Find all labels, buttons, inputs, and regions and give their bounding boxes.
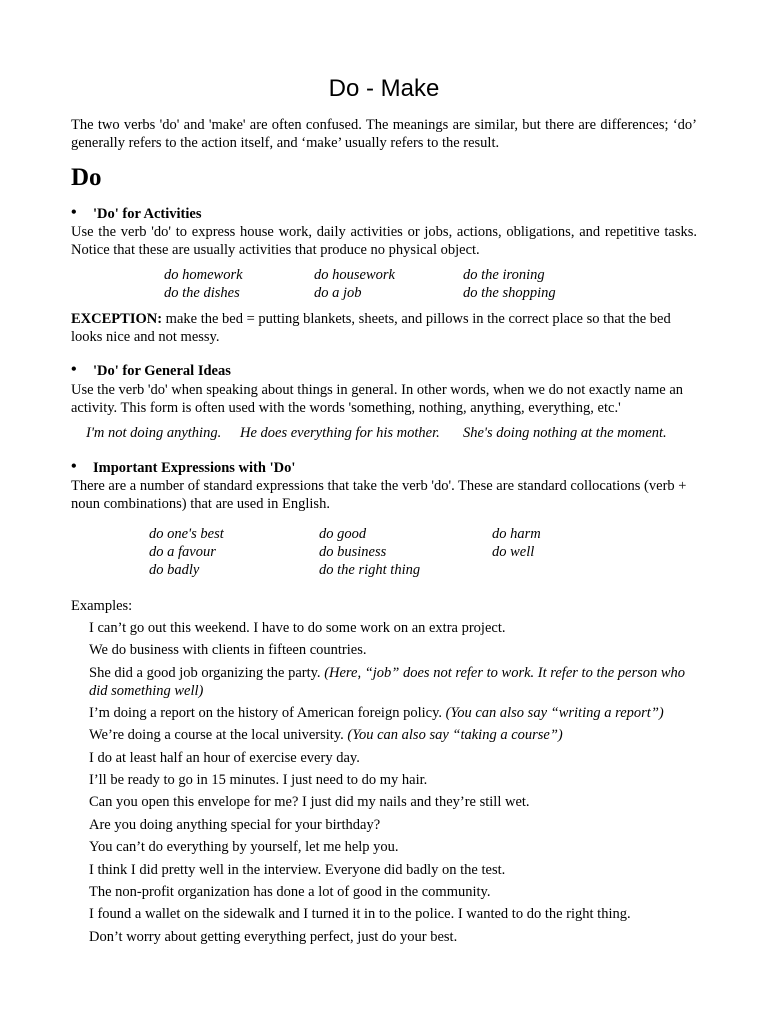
examples-label: Examples:: [71, 598, 133, 614]
example-sentence: [89, 641, 699, 659]
example-text: I can’t go out this weekend. I have to do some work on an extra project.: [89, 620, 506, 636]
table-cell: do well: [492, 544, 535, 560]
example-sentence: [89, 883, 699, 901]
example-text: I’m doing a report on the history of American foreign policy.: [89, 705, 446, 721]
bullet-icon: •: [71, 361, 77, 378]
section-heading-do: Do: [71, 164, 102, 191]
general-heading: 'Do' for General Ideas: [93, 363, 231, 379]
example-text: Are you doing anything special for your birthday?: [89, 817, 381, 833]
example-note: (Here, “job” does not refer to work. It refer to the person who did something well): [89, 665, 686, 699]
exception-paragraph: [71, 310, 697, 346]
example-text: Don’t worry about getting everything perfect, just do your best.: [89, 929, 458, 945]
example-text: Can you open this envelope for me? I just did my nails and they’re still wet.: [89, 794, 530, 810]
example-sentence: [89, 838, 699, 856]
table-cell: do the dishes: [164, 285, 240, 301]
intro-paragraph: The two verbs 'do' and 'make' are often confused. The meanings are similar, but there are differences; ‘do’ generally refers to the action itself, and ‘make’ usually refers to the result.: [71, 117, 697, 151]
table-cell: do the shopping: [463, 285, 556, 301]
table-cell: do a job: [314, 285, 362, 301]
example-sentence: [89, 726, 699, 744]
bullet-icon: •: [71, 204, 77, 221]
general-example: I'm not doing anything.: [86, 425, 222, 441]
table-cell: do one's best: [149, 526, 224, 542]
exception-label: EXCEPTION:: [71, 311, 163, 327]
example-sentence: [89, 861, 699, 879]
example-sentence: [89, 771, 699, 789]
table-cell: do the right thing: [319, 562, 421, 578]
example-text: We’re doing a course at the local university.: [89, 727, 348, 743]
example-sentence: [89, 905, 699, 923]
general-example: She's doing nothing at the moment.: [463, 425, 667, 441]
table-cell: do housework: [314, 267, 395, 283]
activities-paragraph: Use the verb 'do' to express house work, daily activities or jobs, actions, obligations, and repetitive tasks. Notice that these are usually activities that produce no physical object.: [71, 224, 697, 258]
example-text: The non-profit organization has done a lot of good in the community.: [89, 884, 491, 900]
example-sentence: [89, 816, 699, 834]
example-sentence: [89, 749, 699, 767]
table-cell: do the ironing: [463, 267, 545, 283]
example-text: I found a wallet on the sidewalk and I turned it in to the police. I wanted to do the right thing.: [89, 906, 631, 922]
activities-heading: 'Do' for Activities: [93, 206, 202, 222]
expressions-paragraph: There are a number of standard expressions that take the verb 'do'. These are standard collocations (verb + noun combinations) that are used in English.: [71, 478, 687, 512]
bullet-icon: •: [71, 458, 77, 475]
exception-text: make the bed = putting blankets, sheets, and pillows in the correct place so that the bed looks nice and not messy.: [71, 311, 671, 345]
example-sentence: [89, 704, 699, 722]
table-cell: do good: [319, 526, 367, 542]
general-paragraph: Use the verb 'do' when speaking about things in general. In other words, when we do not exactly name an activity. This form is often used with the words 'something, nothing, anything, everything, etc.': [71, 382, 684, 416]
example-sentence: [89, 928, 699, 946]
page-title: Do - Make: [328, 75, 440, 102]
example-text: I do at least half an hour of exercise every day.: [89, 750, 360, 766]
example-text: She did a good job organizing the party.: [89, 665, 325, 681]
example-text: I’ll be ready to go in 15 minutes. I just need to do my hair.: [89, 772, 428, 788]
expressions-heading: Important Expressions with 'Do': [93, 460, 296, 476]
example-text: I think I did pretty well in the interview. Everyone did badly on the test.: [89, 862, 506, 878]
example-sentence: [89, 619, 699, 637]
table-cell: do badly: [149, 562, 200, 578]
example-text: We do business with clients in fifteen countries.: [89, 642, 367, 658]
table-cell: do business: [319, 544, 387, 560]
example-sentence: [89, 664, 699, 700]
table-cell: do harm: [492, 526, 541, 542]
table-cell: do a favour: [149, 544, 216, 560]
example-note: (You can also say “taking a course”): [347, 727, 563, 743]
table-cell: do homework: [164, 267, 243, 283]
example-text: You can’t do everything by yourself, let me help you.: [89, 839, 399, 855]
general-example: He does everything for his mother.: [240, 425, 440, 441]
example-sentence: [89, 793, 699, 811]
example-note: (You can also say “writing a report”): [445, 705, 664, 721]
